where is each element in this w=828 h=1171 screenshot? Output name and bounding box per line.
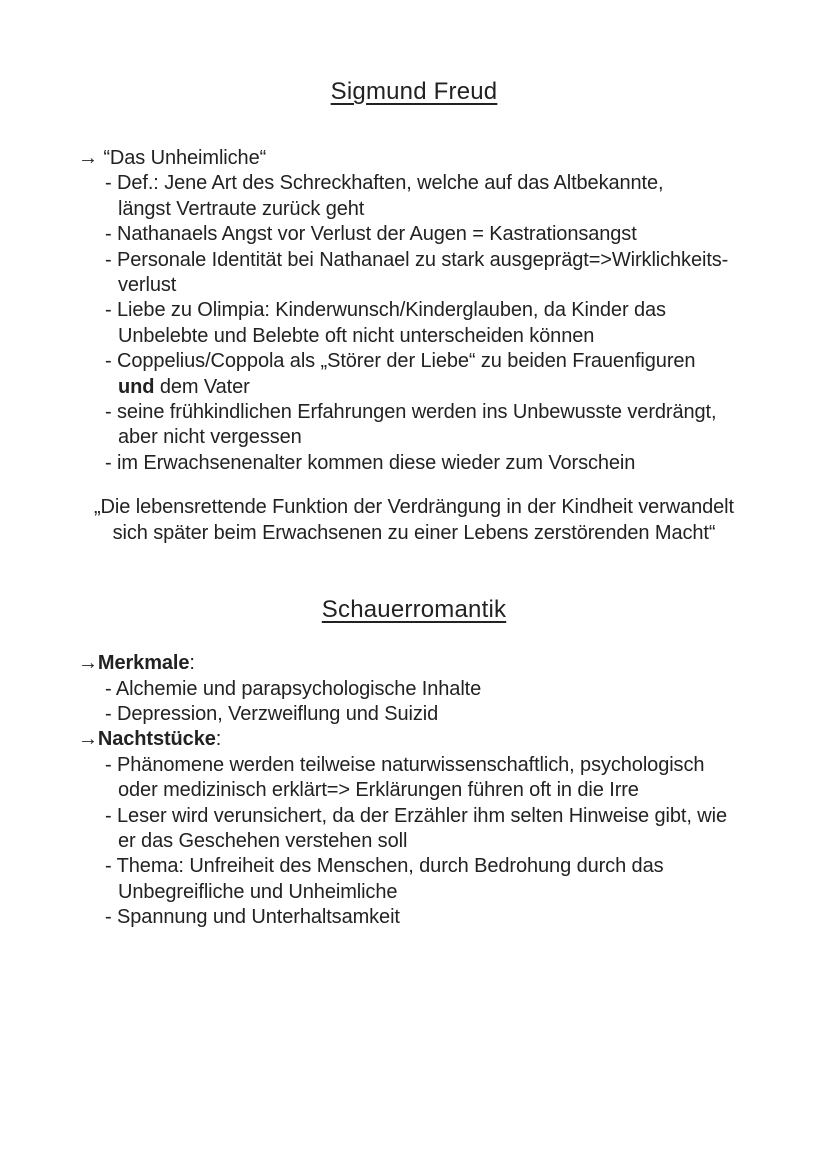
dash-bullet-icon: - (105, 855, 117, 878)
note-line (105, 702, 788, 727)
note-line (78, 727, 788, 752)
dash-bullet-icon: - (105, 677, 116, 700)
note-line (105, 854, 788, 879)
note-line-text: im Erwachsenenalter kommen diese wieder zum Vorschein (117, 451, 636, 474)
note-line (105, 248, 788, 273)
dash-bullet-icon: - (105, 702, 118, 725)
note-line (118, 778, 788, 803)
note-line-text: verlust (118, 274, 177, 297)
quote-line-1: „Die lebensrettende Funktion der Verdrängung in der Kindheit verwandelt (94, 496, 734, 519)
note-line-text: Merkmale (97, 652, 190, 675)
note-line-text: Spannung und Unterhaltsamkeit (117, 906, 400, 929)
dash-bullet-icon: - (105, 223, 118, 246)
note-line-text: Nathanaels Angst vor Verlust der Augen = Kastrationsangst (117, 223, 637, 246)
arrow-bullet-icon: → (78, 652, 98, 675)
note-line-text: “Das Unheimliche“ (103, 147, 267, 169)
quote-line-2: sich später beim Erwachsenen zu einer Lebens zerstörenden Macht“ (112, 521, 716, 544)
dash-bullet-icon: - (105, 906, 118, 929)
note-line (78, 651, 788, 676)
freud-notes-list (78, 146, 788, 476)
note-line-text: seine frühkindlichen Erfahrungen werden ins Unbewusste verdrängt, (117, 401, 717, 424)
dash-bullet-icon: - (105, 350, 118, 373)
section-title-freud (0, 78, 828, 106)
note-line-text: Coppelius/Coppola als „Störer der Liebe“ zu beiden Frauenfiguren (117, 350, 696, 373)
note-line-text: Def.: Jene Art des Schreckhaften, welche auf das Altbekannte, (117, 172, 664, 195)
schauerromantik-notes-list (78, 651, 788, 930)
note-line (105, 804, 788, 829)
section-title-freud-text: Sigmund Freud (330, 78, 498, 105)
note-line-text: aber nicht vergessen (118, 426, 302, 449)
note-line-text: : (215, 728, 222, 751)
note-line-text: dem Vater (154, 375, 250, 398)
note-line-text: Unbelebte und Belebte oft nicht unterscheiden können (118, 324, 595, 347)
note-line-text: und (118, 375, 155, 398)
dash-bullet-icon: - (105, 248, 118, 271)
dash-bullet-icon: - (105, 299, 118, 322)
note-line-text: er das Geschehen verstehen soll (118, 829, 408, 852)
dash-bullet-icon: - (105, 451, 118, 474)
note-line-text: Alchemie und parapsychologische Inhalte (115, 677, 482, 700)
note-line-text: Personale Identität bei Nathanael zu stark ausgeprägt=>Wirklichkeits- (117, 248, 729, 271)
note-line (118, 425, 788, 450)
note-line-text: Thema: Unfreiheit des Menschen, durch Bedrohung durch das (116, 855, 664, 878)
note-line (105, 753, 788, 778)
note-line (118, 324, 788, 349)
dash-bullet-icon: - (105, 172, 118, 195)
note-line (105, 222, 788, 247)
note-line (118, 273, 788, 298)
note-line (118, 375, 788, 400)
note-line-text: Liebe zu Olimpia: Kinderwunsch/Kinderglauben, da Kinder das (117, 299, 666, 322)
note-line-text: Phänomene werden teilweise naturwissenschaftlich, psychologisch (117, 753, 705, 776)
note-line (118, 880, 788, 905)
note-line-text: : (189, 652, 195, 675)
freud-quote (0, 495, 828, 546)
note-line (105, 400, 788, 425)
note-line-text: Nachtstücke (97, 728, 216, 751)
note-line (118, 829, 788, 854)
note-line-text: Leser wird verunsichert, da der Erzähler ihm selten Hinweise gibt, wie (117, 804, 727, 827)
note-line (118, 197, 788, 222)
note-line-text: Depression, Verzweiflung und Suizid (117, 702, 439, 725)
dash-bullet-icon: - (105, 804, 118, 827)
note-line (78, 146, 788, 171)
note-line (105, 298, 788, 323)
note-line-text: oder medizinisch erklärt=> Erklärungen führen oft in die Irre (118, 779, 639, 802)
note-line-text: längst Vertraute zurück geht (118, 197, 365, 220)
note-line (105, 677, 788, 702)
arrow-bullet-icon: → (78, 147, 104, 169)
dash-bullet-icon: - (105, 401, 118, 424)
note-line-text: Unbegreifliche und Unheimliche (118, 880, 398, 903)
note-line (105, 905, 788, 930)
section-title-schauerromantik (0, 596, 828, 624)
arrow-bullet-icon: → (78, 728, 98, 751)
note-line (105, 349, 788, 374)
dash-bullet-icon: - (105, 753, 118, 776)
note-line (105, 171, 788, 196)
note-line (105, 451, 788, 476)
section-title-schauerromantik-text: Schauerromantik (321, 596, 507, 624)
